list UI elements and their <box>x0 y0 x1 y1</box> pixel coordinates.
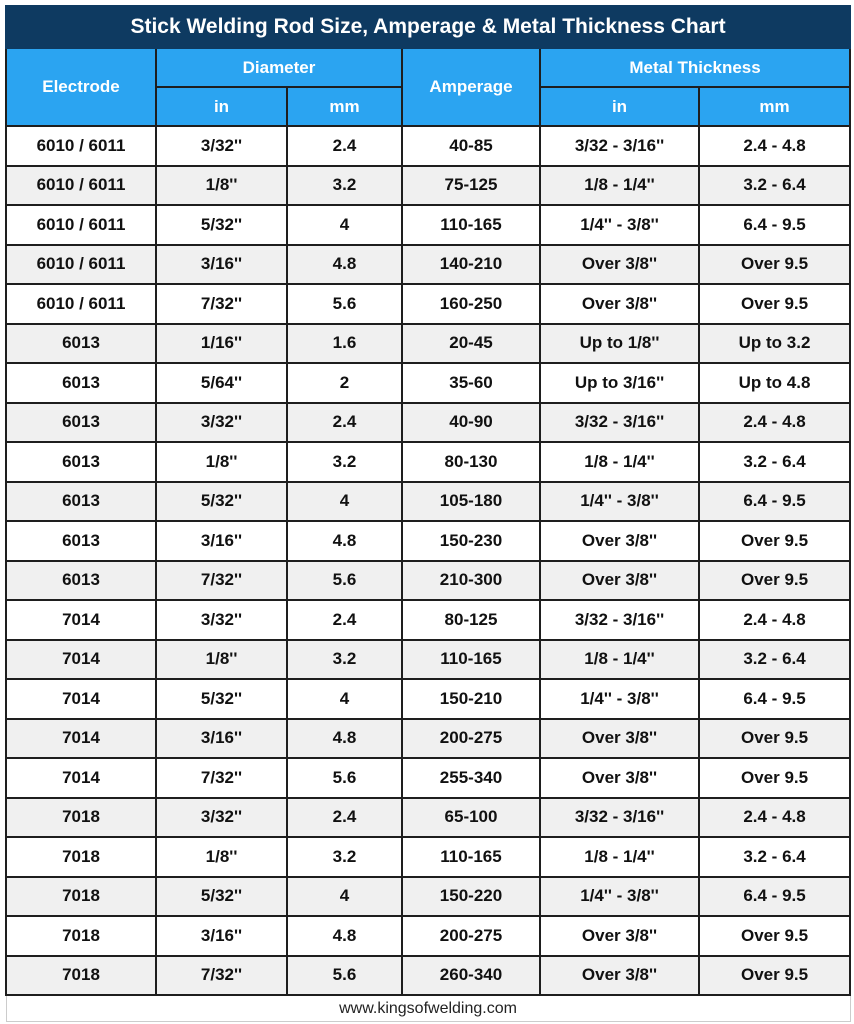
cell-thickness-in: Over 3/8'' <box>540 521 699 561</box>
cell-thickness-in: Over 3/8'' <box>540 284 699 324</box>
cell-diameter-mm: 2 <box>287 363 402 403</box>
table-row <box>6 798 850 838</box>
table-body <box>6 126 850 995</box>
cell-amperage: 80-130 <box>402 442 540 482</box>
cell-thickness-mm: Over 9.5 <box>699 916 850 956</box>
table-row <box>6 916 850 956</box>
cell-thickness-mm: 2.4 - 4.8 <box>699 403 850 443</box>
cell-diameter-in: 5/32'' <box>156 679 287 719</box>
cell-diameter-in: 7/32'' <box>156 561 287 601</box>
cell-thickness-in: Over 3/8'' <box>540 758 699 798</box>
cell-thickness-mm: Up to 4.8 <box>699 363 850 403</box>
table-row <box>6 166 850 206</box>
cell-diameter-mm: 3.2 <box>287 442 402 482</box>
cell-electrode: 7014 <box>6 640 156 680</box>
cell-diameter-mm: 4.8 <box>287 521 402 561</box>
header-diameter-mm: mm <box>287 87 402 126</box>
table-row <box>6 719 850 759</box>
cell-thickness-in: Over 3/8'' <box>540 719 699 759</box>
cell-diameter-in: 3/16'' <box>156 521 287 561</box>
cell-electrode: 6013 <box>6 521 156 561</box>
cell-electrode: 7018 <box>6 916 156 956</box>
table-row <box>6 956 850 996</box>
header-diameter: Diameter <box>156 48 402 87</box>
cell-thickness-mm: Over 9.5 <box>699 521 850 561</box>
cell-electrode: 7014 <box>6 679 156 719</box>
cell-electrode: 6013 <box>6 363 156 403</box>
cell-thickness-in: 1/8 - 1/4'' <box>540 837 699 877</box>
table-row <box>6 679 850 719</box>
cell-thickness-in: 1/4'' - 3/8'' <box>540 679 699 719</box>
table-row <box>6 403 850 443</box>
cell-thickness-mm: 6.4 - 9.5 <box>699 877 850 917</box>
cell-electrode: 6013 <box>6 403 156 443</box>
table-row <box>6 126 850 166</box>
cell-amperage: 200-275 <box>402 719 540 759</box>
cell-thickness-mm: Over 9.5 <box>699 561 850 601</box>
cell-diameter-mm: 4 <box>287 205 402 245</box>
cell-thickness-in: 1/8 - 1/4'' <box>540 442 699 482</box>
cell-amperage: 20-45 <box>402 324 540 364</box>
cell-diameter-in: 3/16'' <box>156 916 287 956</box>
cell-thickness-mm: Over 9.5 <box>699 956 850 996</box>
cell-thickness-mm: Over 9.5 <box>699 245 850 285</box>
header-thickness-mm: mm <box>699 87 850 126</box>
footer-website: www.kingsofwelding.com <box>6 995 850 1022</box>
cell-electrode: 7014 <box>6 719 156 759</box>
cell-diameter-in: 5/32'' <box>156 482 287 522</box>
table-row <box>6 561 850 601</box>
cell-diameter-in: 5/32'' <box>156 877 287 917</box>
cell-thickness-mm: 6.4 - 9.5 <box>699 482 850 522</box>
table-row <box>6 284 850 324</box>
cell-diameter-mm: 5.6 <box>287 284 402 324</box>
cell-diameter-mm: 2.4 <box>287 798 402 838</box>
cell-diameter-in: 3/32'' <box>156 126 287 166</box>
cell-diameter-in: 3/32'' <box>156 600 287 640</box>
cell-amperage: 160-250 <box>402 284 540 324</box>
cell-thickness-in: 1/4'' - 3/8'' <box>540 877 699 917</box>
cell-diameter-in: 3/32'' <box>156 403 287 443</box>
cell-amperage: 80-125 <box>402 600 540 640</box>
cell-amperage: 140-210 <box>402 245 540 285</box>
cell-amperage: 65-100 <box>402 798 540 838</box>
cell-thickness-mm: 2.4 - 4.8 <box>699 798 850 838</box>
cell-thickness-in: 1/4'' - 3/8'' <box>540 482 699 522</box>
cell-thickness-mm: Over 9.5 <box>699 719 850 759</box>
cell-amperage: 200-275 <box>402 916 540 956</box>
cell-diameter-mm: 2.4 <box>287 600 402 640</box>
cell-amperage: 75-125 <box>402 166 540 206</box>
cell-diameter-mm: 2.4 <box>287 403 402 443</box>
cell-diameter-in: 7/32'' <box>156 284 287 324</box>
cell-diameter-mm: 4.8 <box>287 916 402 956</box>
cell-diameter-mm: 4 <box>287 679 402 719</box>
cell-thickness-mm: 2.4 - 4.8 <box>699 126 850 166</box>
cell-diameter-in: 5/64'' <box>156 363 287 403</box>
cell-thickness-in: 3/32 - 3/16'' <box>540 798 699 838</box>
cell-amperage: 40-85 <box>402 126 540 166</box>
cell-diameter-in: 1/8'' <box>156 837 287 877</box>
cell-amperage: 105-180 <box>402 482 540 522</box>
cell-diameter-mm: 1.6 <box>287 324 402 364</box>
cell-diameter-mm: 4 <box>287 877 402 917</box>
cell-thickness-in: 3/32 - 3/16'' <box>540 600 699 640</box>
cell-thickness-in: Over 3/8'' <box>540 956 699 996</box>
cell-thickness-mm: 3.2 - 6.4 <box>699 166 850 206</box>
cell-diameter-in: 1/8'' <box>156 442 287 482</box>
header-amperage: Amperage <box>402 48 540 126</box>
cell-diameter-mm: 4 <box>287 482 402 522</box>
cell-amperage: 110-165 <box>402 205 540 245</box>
cell-thickness-in: Up to 1/8'' <box>540 324 699 364</box>
cell-thickness-mm: Over 9.5 <box>699 284 850 324</box>
cell-electrode: 7014 <box>6 600 156 640</box>
table-row <box>6 482 850 522</box>
cell-amperage: 150-230 <box>402 521 540 561</box>
table-row <box>6 324 850 364</box>
cell-diameter-mm: 4.8 <box>287 719 402 759</box>
cell-amperage: 110-165 <box>402 837 540 877</box>
cell-amperage: 40-90 <box>402 403 540 443</box>
cell-thickness-mm: 6.4 - 9.5 <box>699 205 850 245</box>
table-row <box>6 442 850 482</box>
cell-amperage: 110-165 <box>402 640 540 680</box>
cell-electrode: 7014 <box>6 758 156 798</box>
cell-electrode: 6013 <box>6 561 156 601</box>
cell-thickness-in: 3/32 - 3/16'' <box>540 403 699 443</box>
table-row <box>6 758 850 798</box>
cell-diameter-mm: 5.6 <box>287 561 402 601</box>
cell-diameter-in: 7/32'' <box>156 758 287 798</box>
cell-diameter-mm: 4.8 <box>287 245 402 285</box>
cell-diameter-in: 5/32'' <box>156 205 287 245</box>
table-row <box>6 521 850 561</box>
cell-electrode: 7018 <box>6 956 156 996</box>
cell-electrode: 6013 <box>6 442 156 482</box>
cell-thickness-mm: Up to 3.2 <box>699 324 850 364</box>
cell-diameter-in: 3/32'' <box>156 798 287 838</box>
cell-diameter-mm: 3.2 <box>287 837 402 877</box>
table-row <box>6 600 850 640</box>
cell-diameter-in: 3/16'' <box>156 245 287 285</box>
table-row <box>6 205 850 245</box>
cell-thickness-mm: 3.2 - 6.4 <box>699 640 850 680</box>
cell-thickness-mm: 2.4 - 4.8 <box>699 600 850 640</box>
table-row <box>6 245 850 285</box>
cell-thickness-mm: 6.4 - 9.5 <box>699 679 850 719</box>
cell-amperage: 150-210 <box>402 679 540 719</box>
cell-thickness-in: 3/32 - 3/16'' <box>540 126 699 166</box>
cell-thickness-in: Over 3/8'' <box>540 916 699 956</box>
cell-diameter-mm: 5.6 <box>287 758 402 798</box>
cell-thickness-in: Over 3/8'' <box>540 245 699 285</box>
table-row <box>6 837 850 877</box>
cell-thickness-mm: 3.2 - 6.4 <box>699 837 850 877</box>
cell-amperage: 35-60 <box>402 363 540 403</box>
table-row <box>6 877 850 917</box>
cell-thickness-in: Over 3/8'' <box>540 561 699 601</box>
cell-amperage: 260-340 <box>402 956 540 996</box>
header-electrode: Electrode <box>6 48 156 126</box>
header-metal-thickness: Metal Thickness <box>540 48 850 87</box>
cell-thickness-mm: 3.2 - 6.4 <box>699 442 850 482</box>
cell-electrode: 7018 <box>6 877 156 917</box>
cell-amperage: 255-340 <box>402 758 540 798</box>
cell-electrode: 7018 <box>6 837 156 877</box>
welding-table <box>5 5 851 1022</box>
cell-thickness-in: 1/8 - 1/4'' <box>540 640 699 680</box>
table-row <box>6 363 850 403</box>
cell-thickness-in: Up to 3/16'' <box>540 363 699 403</box>
cell-electrode: 6010 / 6011 <box>6 205 156 245</box>
chart-title: Stick Welding Rod Size, Amperage & Metal Thickness Chart <box>6 6 850 48</box>
cell-electrode: 7018 <box>6 798 156 838</box>
table-row <box>6 640 850 680</box>
cell-electrode: 6013 <box>6 482 156 522</box>
cell-electrode: 6010 / 6011 <box>6 126 156 166</box>
header-thickness-in: in <box>540 87 699 126</box>
cell-electrode: 6010 / 6011 <box>6 284 156 324</box>
cell-electrode: 6013 <box>6 324 156 364</box>
cell-diameter-in: 1/8'' <box>156 166 287 206</box>
cell-diameter-in: 1/8'' <box>156 640 287 680</box>
cell-diameter-mm: 3.2 <box>287 166 402 206</box>
cell-thickness-in: 1/8 - 1/4'' <box>540 166 699 206</box>
cell-diameter-mm: 3.2 <box>287 640 402 680</box>
header-diameter-in: in <box>156 87 287 126</box>
cell-diameter-in: 3/16'' <box>156 719 287 759</box>
cell-electrode: 6010 / 6011 <box>6 245 156 285</box>
cell-diameter-in: 7/32'' <box>156 956 287 996</box>
cell-diameter-mm: 2.4 <box>287 126 402 166</box>
welding-chart <box>5 5 849 1022</box>
cell-amperage: 210-300 <box>402 561 540 601</box>
cell-amperage: 150-220 <box>402 877 540 917</box>
cell-diameter-mm: 5.6 <box>287 956 402 996</box>
cell-thickness-mm: Over 9.5 <box>699 758 850 798</box>
cell-electrode: 6010 / 6011 <box>6 166 156 206</box>
cell-diameter-in: 1/16'' <box>156 324 287 364</box>
cell-thickness-in: 1/4'' - 3/8'' <box>540 205 699 245</box>
